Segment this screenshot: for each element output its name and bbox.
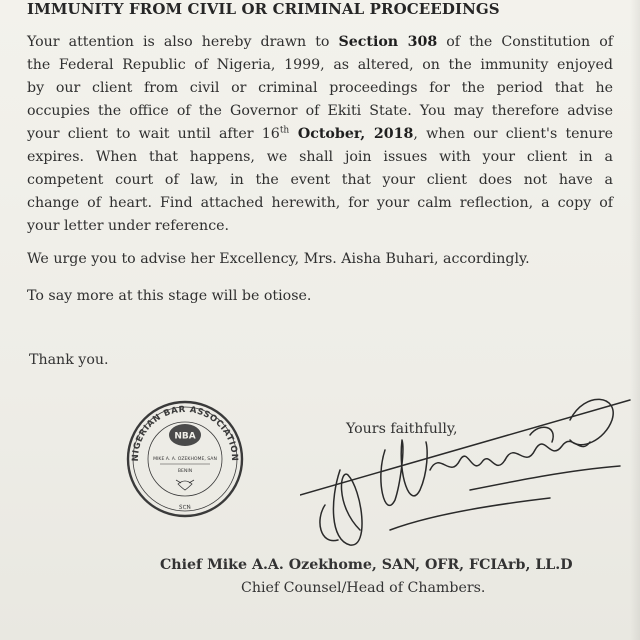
paragraph-advise: We urge you to advise her Excellency, Mrs. Aisha Buhari, accordingly. [27, 251, 530, 267]
seal-holder-name: MIKE A. A. OZEKHOME, SAN [153, 457, 217, 462]
paragraph-line: the Federal Republic of Nigeria, 1999, as altered, on the immunity enjoyed [27, 57, 613, 73]
paragraph-line: occupies the office of the Governor of Ekiti State. You may therefore advise [27, 103, 613, 119]
nba-seal-stamp [118, 400, 252, 518]
handwritten-signature [300, 380, 640, 560]
paragraph-line: your client to wait until after 16th October, 2018, when our client's tenure [27, 125, 613, 142]
svg-text:SCN [179, 505, 192, 511]
paragraph-immunity [27, 31, 613, 238]
page-edge-shadow [630, 0, 640, 640]
paragraph-line: by our client from civil or criminal proceedings for the period that he [27, 80, 613, 96]
paragraph-line: competent court of law, in the event that your client does not have a [27, 172, 613, 188]
section-heading: IMMUNITY FROM CIVIL OR CRIMINAL PROCEEDINGS [27, 0, 500, 18]
paragraph-line: Your attention is also hereby drawn to Section 308 of the Constitution of [27, 34, 613, 50]
seal-eagle-icon [176, 480, 194, 490]
seal-ring-text: NIGERIAN BAR ASSOCIATION [130, 404, 240, 462]
paragraph-line: your letter under reference. [27, 218, 230, 234]
nba-emblem-icon [169, 424, 201, 446]
signer-name: Chief Mike A.A. Ozekhome, SAN, OFR, FCIArb, LL.D [160, 557, 573, 573]
closing-text: Yours faithfully, [346, 421, 458, 437]
seal-place-text: BENIN [177, 469, 193, 474]
signer-title: Chief Counsel/Head of Chambers. [241, 580, 486, 596]
paragraph-otiose: To say more at this stage will be otiose. [27, 288, 312, 304]
paragraph-line: change of heart. Find attached herewith, for your calm reflection, a copy of [27, 195, 613, 211]
paragraph-line: expires. When that happens, we shall join issues with your client in a [27, 149, 613, 165]
seal-number-text: SCN [178, 504, 192, 512]
seal-center-text: NBA [174, 431, 196, 442]
thank-you-text: Thank you. [29, 352, 109, 368]
